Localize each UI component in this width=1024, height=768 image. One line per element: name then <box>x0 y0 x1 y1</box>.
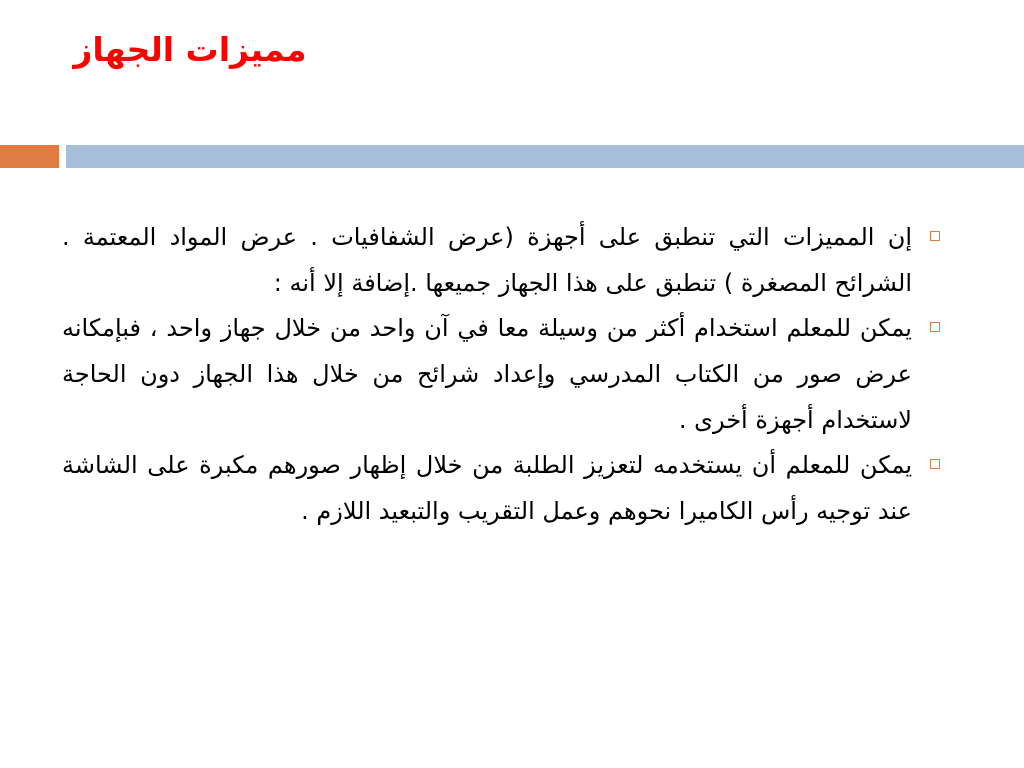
square-bullet-icon <box>930 459 940 469</box>
bullet-item-2 <box>62 305 942 443</box>
divider-accent-bar <box>0 145 59 168</box>
bullet-item-3 <box>62 442 942 534</box>
bullet-text-3: يمكن للمعلم أن يستخدمه لتعزيز الطلبة من خلال إظهار صورهم مكبرة على الشاشة عند توجيه رأس الكاميرا نحوهم وعمل التقريب والتبعيد اللازم . <box>62 451 912 525</box>
square-bullet-icon <box>930 231 940 241</box>
square-bullet-icon <box>930 322 940 332</box>
divider-main-bar <box>66 145 1024 168</box>
bullet-text-2: يمكن للمعلم استخدام أكثر من وسيلة معا في آن واحد من خلال جهاز واحد ، فبإمكانه عرض صور من الكتاب المدرسي وإعداد شرائح من خلال هذا الجهاز دون الحاجة لاستخدام أجهزة أخرى . <box>62 314 912 434</box>
bullet-text-1: إن المميزات التي تنطبق على أجهزة (عرض الشفافيات . عرض المواد المعتمة . الشرائح المصغرة ) تنطبق على هذا الجهاز جميعها .إضافة إلا أنه : <box>62 223 912 297</box>
title-divider <box>0 145 1024 168</box>
bullet-item-1 <box>62 214 942 306</box>
slide-title: مميزات الجهاز <box>73 30 307 69</box>
bullet-list <box>62 214 942 534</box>
